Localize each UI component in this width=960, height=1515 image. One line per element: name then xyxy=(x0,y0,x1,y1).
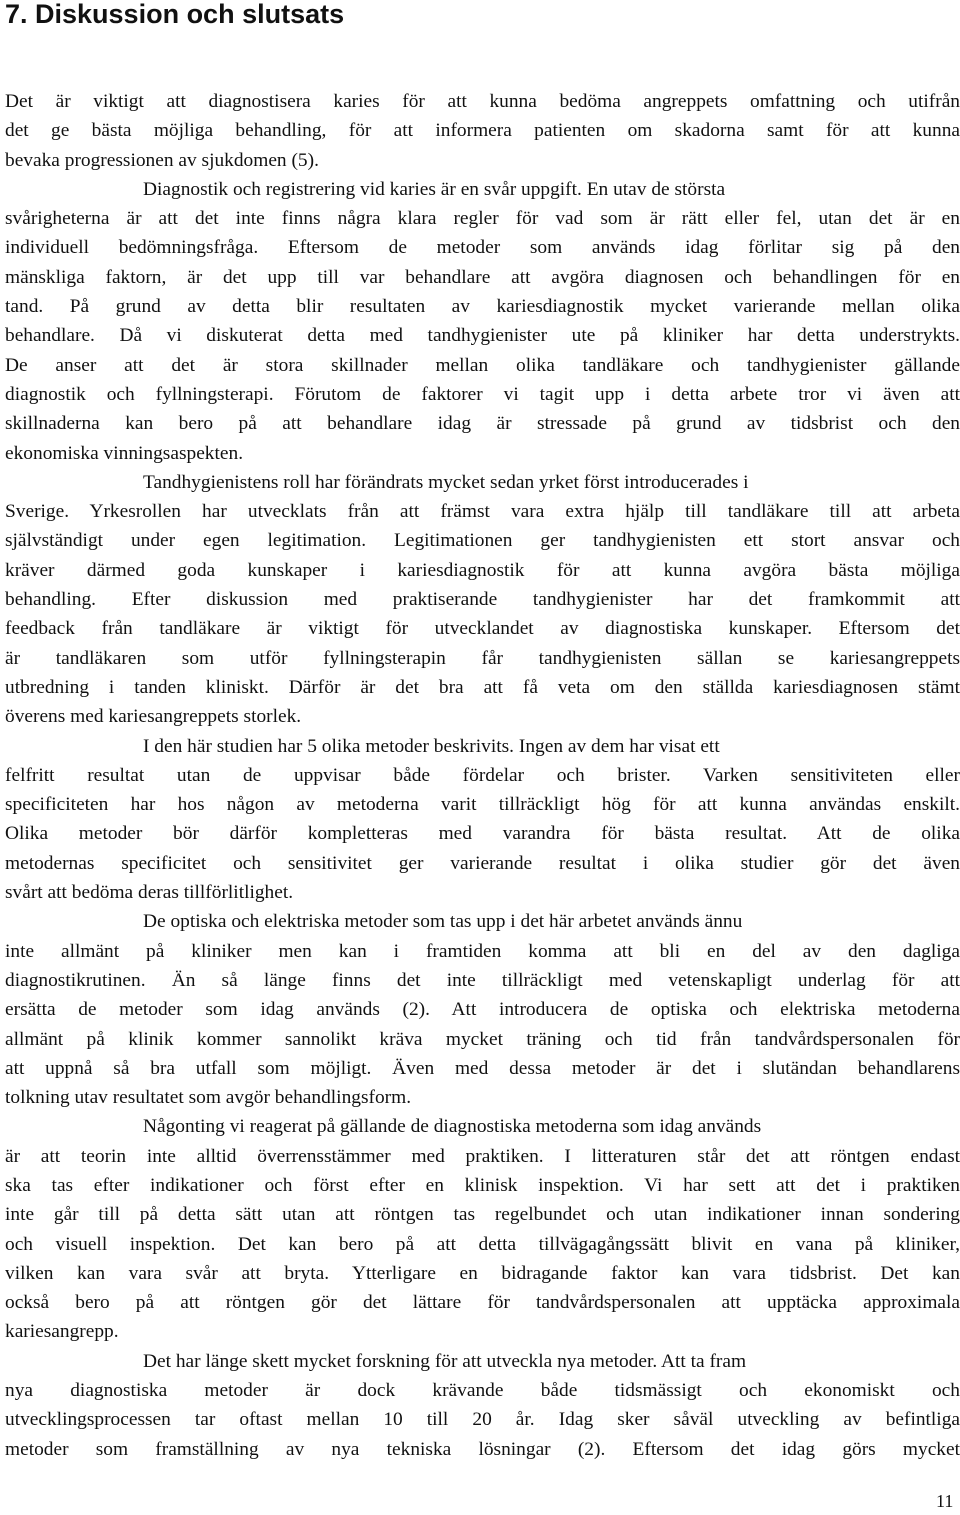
text-line: skillnaderna kan bero på att behandlare idag är stressade på grund av tidsbrist och den xyxy=(5,413,960,435)
text-line: att uppnå så bra utfall som möjligt. Även med dessa metoder är det i slutändan behandlarens xyxy=(5,1057,960,1079)
text-line: felfritt resultat utan de uppvisar både fördelar och brister. Varken sensitiviteten eller xyxy=(5,764,960,786)
text-line: individuell bedömningsfråga. Eftersom de metoder som används idag förlitar sig på den xyxy=(5,237,960,259)
text-line: och visuell inspektion. Det kan bero på att detta tillvägagångssätt blivit en vana på kliniker, xyxy=(5,1233,960,1255)
text-line: diagnostikrutinen. Än så länge finns det inte tillräckligt med vetenskapligt underlag för att xyxy=(5,969,960,991)
text-line: De anser att det är stora skillnader mellan olika tandläkare och tandhygienister gällande xyxy=(5,354,960,376)
text-line: tolkning utav resultatet som avgör behandlingsform. xyxy=(5,1087,412,1109)
text-line: kräver därmed goda kunskaper i kariesdiagnostik för att kunna avgöra bästa möjliga xyxy=(5,559,960,581)
text-line: ersätta de metoder som idag används (2). Att introducera de optiska och elektriska metoderna xyxy=(5,999,960,1021)
text-line: är att teorin inte alltid överrensstämmer med praktiken. I litteraturen står det att röntgen endast xyxy=(5,1145,960,1167)
text-line: ekonomiska vinningsaspekten. xyxy=(5,442,244,464)
text-line: De optiska och elektriska metoder som tas upp i det här arbetet används ännu xyxy=(143,911,743,933)
text-line: vilken kan vara svår att bryta. Ytterligare en bidragande faktor kan vara tidsbrist. Det kan xyxy=(5,1262,960,1284)
text-line: mänskliga faktorn, är det upp till var behandlare att avgöra diagnosen och behandlingen för en xyxy=(5,266,960,288)
page-number: 11 xyxy=(936,1491,954,1511)
text-line: metoder som framställning av nya tekniska lösningar (2). Eftersom det idag görs mycket xyxy=(5,1438,960,1460)
text-line: Olika metoder bör därför kompletteras med varandra för bästa resultat. Att de olika xyxy=(5,823,960,845)
text-line: behandling. Efter diskussion med praktiserande tandhygienister har det framkommit att xyxy=(5,589,960,611)
text-line: metodernas specificitet och sensitivitet ger varierande resultat i olika studier gör det även xyxy=(5,852,960,874)
text-line: kariesangrepp. xyxy=(5,1321,119,1343)
text-line: det ge bästa möjliga behandling, för att informera patienten om skadorna samt för att kunna xyxy=(5,120,960,142)
text-line: också bero på att röntgen gör det lättare för tandvårdspersonalen att upptäcka approximala xyxy=(5,1292,960,1314)
text-line: tand. På grund av detta blir resultaten av kariesdiagnostik mycket varierande mellan olika xyxy=(5,296,960,318)
text-line: Det är viktigt att diagnostisera karies för att kunna bedöma angreppets omfattning och utifrån xyxy=(5,91,960,112)
text-line: svårigheterna är att det inte finns några klara regler för vad som är rätt eller fel, utan det är en xyxy=(5,208,960,230)
text-line: Sverige. Yrkesrollen har utvecklats från att främst vara extra hjälp till tandläkare till att arbeta xyxy=(5,501,960,523)
text-line: överens med kariesangreppets storlek. xyxy=(5,706,302,728)
text-line: diagnostik och fyllningsterapi. Förutom de faktorer vi tagit upp i detta arbete tror vi även att xyxy=(5,383,960,405)
text-line: utvecklingsprocessen tar oftast mellan 10 till 20 år. Idag sker såväl utveckling av befintliga xyxy=(5,1409,960,1431)
text-line: Det har länge skett mycket forskning för att utveckla nya metoder. Att ta fram xyxy=(143,1350,747,1372)
text-line: Diagnostik och registrering vid karies är en svår uppgift. En utav de största xyxy=(143,178,726,200)
text-line: inte går till på detta sätt utan att röntgen tas regelbundet och utan indikationer innan sondering xyxy=(5,1204,960,1226)
text-line: feedback från tandläkare är viktigt för utvecklandet av diagnostiska kunskaper. Eftersom det xyxy=(5,618,960,640)
text-line: självständigt under egen legitimation. Legitimationen ger tandhygienisten ett stort ansvar och xyxy=(5,530,960,552)
text-line: utbredning i tanden kliniskt. Därför är det bra att få veta om den ställda kariesdiagnosen stämt xyxy=(5,676,960,698)
text-line: nya diagnostiska metoder är dock krävande både tidsmässigt och ekonomiskt och xyxy=(5,1380,960,1402)
text-line: är tandläkaren som utför fyllningsterapin får tandhygienisten sällan se kariesangreppets xyxy=(5,647,960,669)
text-line: I den här studien har 5 olika metoder beskrivits. Ingen av dem har visat ett xyxy=(143,735,720,757)
text-line: bevaka progressionen av sjukdomen (5). xyxy=(5,149,319,171)
text-line: specificiteten har hos någon av metoderna varit tillräckligt hög för att kunna användas enskilt. xyxy=(5,794,960,816)
text-line: Någonting vi reagerat på gällande de diagnostiska metoderna som idag används xyxy=(143,1116,762,1138)
text-line: svårt att bedöma deras tillförlitlighet. xyxy=(5,882,294,904)
text-line: allmänt på klinik kommer sannolikt kräva mycket träning och tid från tandvårdspersonalen för xyxy=(5,1028,960,1050)
body-text xyxy=(5,87,960,1464)
text-line: Tandhygienistens roll har förändrats mycket sedan yrket först introducerades i xyxy=(143,471,749,493)
text-line: behandlare. Då vi diskuterat detta med tandhygienister ute på kliniker har detta understrykts. xyxy=(5,325,960,347)
text-line: ska tas efter indikationer och först efter en klinisk inspektion. Vi har sett att det i praktiken xyxy=(5,1174,960,1196)
section-heading: 7. Diskussion och slutsats xyxy=(5,0,345,29)
text-line: inte allmänt på kliniker men kan i framtiden komma att bli en del av den dagliga xyxy=(5,940,960,962)
